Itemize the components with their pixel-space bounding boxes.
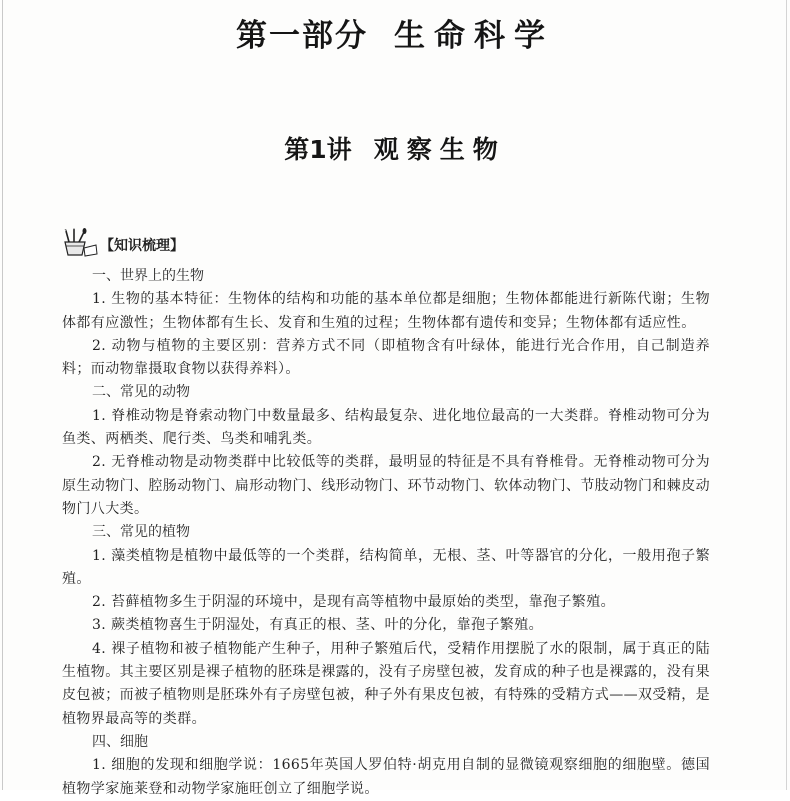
- paragraph-cell-theory: 1. 细胞的发现和细胞学说：1665年英国人罗伯特·胡克用自制的显微镜观察细胞的细胞壁。德国植物学家施莱登和动物学家施旺创立了细胞学说。: [62, 757, 710, 797]
- paragraph-basic-features: 1. 生物的基本特征：生物体的结构和功能的基本单位都是细胞；生物体都能进行新陈代谢；生物体都有应激性；生物体都有生长、发育和生殖的过程；生物体都有遗传和变异；生物体都有适应性。: [62, 291, 710, 331]
- lecture-number: 第1讲: [284, 135, 352, 164]
- paragraph-ferns: 3. 蕨类植物喜生于阴湿处，有真正的根、茎、叶的分化，靠孢子繁殖。: [92, 617, 544, 634]
- lecture-title: [0, 130, 790, 166]
- heading-cells: 四、细胞: [92, 733, 148, 750]
- section-label: 【知识梳理】: [100, 238, 184, 254]
- paragraph-invertebrates: 2. 无脊椎动物是动物类群中比较低等的类群，最明显的特征是不具有脊椎骨。无脊椎动物可分为原生动物门、腔肠动物门、扁形动物门、线形动物门、环节动物门、软体动物门、节肢动物门和棘皮动物门八大类。: [62, 454, 710, 517]
- heading-world-organisms: 一、世界上的生物: [92, 268, 204, 284]
- pencil-cup-icon: [60, 228, 100, 258]
- heading-common-animals: 二、常见的动物: [92, 384, 190, 401]
- paragraph-seed-plants: 4. 裸子植物和被子植物能产生种子，用种子繁殖后代，受精作用摆脱了水的限制，属于真正的陆生植物。其主要区别是裸子植物的胚珠是裸露的，没有子房壁包被，发育成的种子也是裸露的，没有果皮包被；而被子植物则是胚珠外有子房壁包被，种子外有果皮包被，有特殊的受精方式——双受精，是植物界最高等的类群。: [62, 640, 710, 727]
- part-title: [0, 10, 790, 55]
- page-edge-left: [2, 0, 3, 790]
- paragraph-animal-plant-difference: 2. 动物与植物的主要区别：营养方式不同（即植物含有叶绿体，能进行光合作用，自己制造养料；而动物靠摄取食物以获得养料）。: [62, 337, 710, 378]
- part-number: 第一部分: [236, 18, 368, 54]
- paragraph-algae: 1. 藻类植物是植物中最低等的一个类群，结构简单，无根、茎、叶等器官的分化，一般用孢子繁殖。: [62, 547, 710, 587]
- page-edge-right: [786, 0, 787, 790]
- lecture-topic: 观察生物: [373, 135, 506, 164]
- part-subject: 生命科学: [394, 18, 554, 54]
- heading-common-plants: 三、常见的植物: [92, 524, 190, 541]
- paragraph-vertebrates: 1. 脊椎动物是脊索动物门中数量最多、结构最复杂、进化地位最高的一大类群。脊椎动物可分为鱼类、两栖类、爬行类、鸟类和哺乳类。: [62, 407, 710, 448]
- paragraph-bryophytes: 2. 苔藓植物多生于阴湿的环境中，是现有高等植物中最原始的类型，靠孢子繁殖。: [92, 594, 616, 611]
- content-body: [62, 265, 710, 801]
